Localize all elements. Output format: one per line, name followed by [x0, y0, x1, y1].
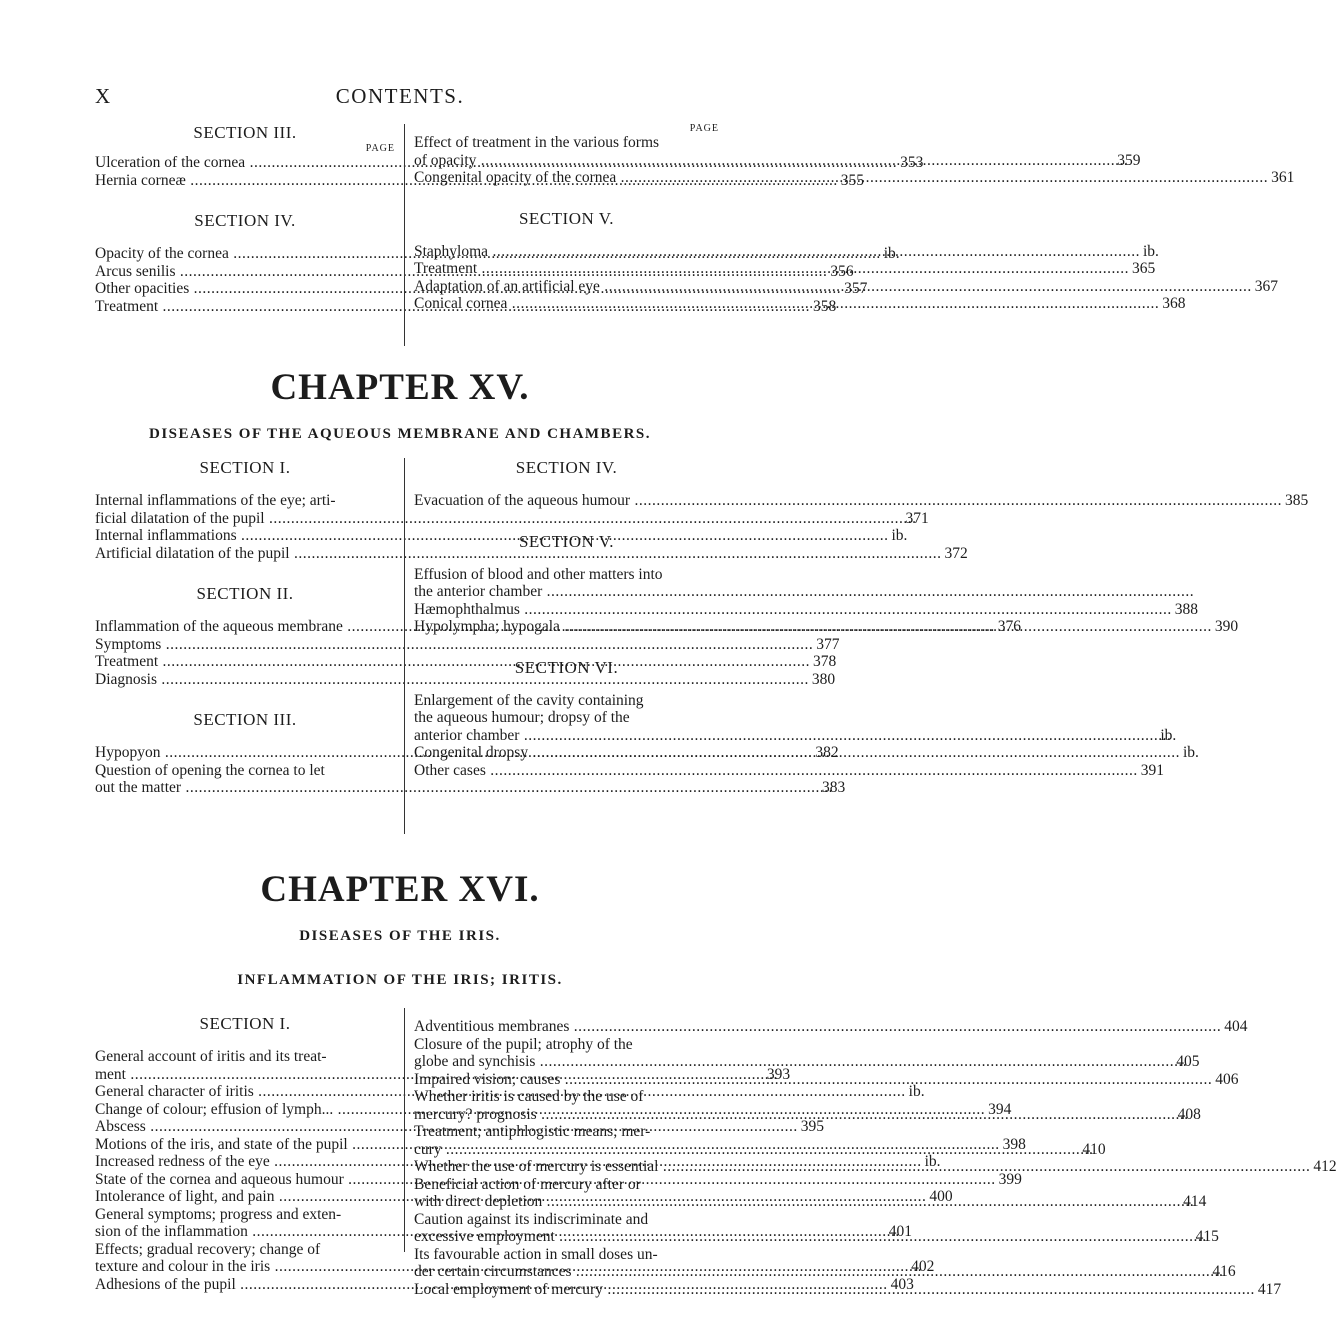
entry-text: with direct depletion .....: [428, 1193, 1194, 1211]
entry-text: Staphyloma .....: [414, 243, 1140, 261]
entry-page: 394: [988, 1100, 1012, 1118]
running-head: [0, 84, 800, 114]
entry-text: Inflammation of the aqueous membrane .....: [95, 618, 995, 636]
entry-page: 403: [890, 1275, 914, 1293]
toc-entry: [95, 544, 968, 563]
toc-entry-line: [95, 761, 395, 780]
toc-entry: [95, 635, 840, 654]
entry-page: 378: [813, 653, 837, 670]
toc-entry-line: [414, 1088, 719, 1106]
entry-text: Hypopyon .....: [95, 744, 812, 762]
entry-text: Congenital opacity of the cornea .....: [414, 169, 1268, 187]
toc-entry-line: [414, 1053, 1200, 1071]
toc-entry-line: [95, 1240, 395, 1259]
entry-page: 356: [830, 262, 854, 280]
page-column-label: PAGE: [689, 123, 719, 134]
entry-page: 357: [844, 280, 868, 297]
toc-entry-line: [95, 1205, 395, 1224]
entry-text: cury .....: [428, 1141, 1093, 1159]
entry-page: 371: [905, 509, 929, 527]
toc-entry: [95, 670, 836, 689]
toc-entry-line: [414, 1123, 719, 1141]
entry-page: 400: [929, 1188, 953, 1205]
entry-page: 417: [1257, 1280, 1282, 1298]
entry-page: 398: [1002, 1135, 1026, 1153]
toc-entry-line: [414, 134, 719, 152]
entry-text: globe and synchisis .....: [428, 1053, 1187, 1071]
toc-entry-line: [414, 1210, 719, 1229]
entry-page: 401: [888, 1223, 912, 1240]
entry-text: Whether iritis is caused by the use of: [414, 1088, 644, 1105]
entry-text: Enlargement of the cavity containing: [414, 691, 644, 709]
entry-text: Other cases .....: [414, 762, 1138, 780]
entry-text: General symptoms; progress and exten-: [95, 1205, 342, 1223]
toc-entry: [414, 566, 719, 601]
toc-entry: [414, 492, 1309, 510]
entry-text: Adhesions of the pupil .....: [95, 1276, 888, 1294]
entry-page: 408: [1177, 1105, 1201, 1123]
chapter-16-subtitle: DISEASES OF THE IRIS.: [299, 928, 501, 944]
entry-page: 380: [811, 670, 836, 688]
entry-page: 402: [911, 1258, 935, 1275]
toc-entry: [414, 691, 1177, 745]
top-column-rule: [404, 124, 405, 346]
entry-page: 355: [840, 171, 864, 189]
entry-text: Effects; gradual recovery; change of: [95, 1240, 321, 1258]
entry-text: General character of iritis .....: [95, 1083, 906, 1101]
section-heading: SECTION II.: [196, 584, 294, 603]
entry-text: Treatment .....: [95, 653, 810, 671]
entry-text: Other opacities .....: [95, 280, 841, 298]
entry-text: Closure of the pupil; atrophy of the: [414, 1035, 633, 1053]
entry-page: 377: [816, 635, 840, 653]
entry-text: Treatment .....: [414, 260, 1129, 278]
entry-page: 383: [821, 779, 846, 796]
toc-entry: [414, 600, 1199, 619]
entry-page: 395: [800, 1118, 824, 1135]
entry-page: 404: [1224, 1018, 1248, 1035]
entry-page: 410: [1082, 1140, 1106, 1158]
entry-text: Impaired vision; causes .....: [414, 1071, 1212, 1089]
entry-page: 382: [815, 744, 839, 761]
entry-page: 376: [997, 618, 1022, 635]
toc-entry: [414, 242, 1159, 261]
entry-page: 388: [1174, 600, 1199, 618]
entry-text: Change of colour; effusion of lymph... .....: [95, 1101, 985, 1119]
toc-entry-line: [414, 1245, 719, 1264]
section-heading: SECTION I.: [199, 1014, 291, 1033]
entry-page: ib.: [1160, 726, 1177, 744]
toc-entry-line: [95, 779, 846, 797]
ch16-column-rule: [404, 1008, 405, 1252]
entry-text: Caution against its indiscriminate and: [414, 1210, 649, 1228]
entry-page: 365: [1132, 260, 1156, 277]
entry-page: 358: [813, 297, 837, 315]
entry-text: Its favourable action in small doses un-: [414, 1245, 658, 1263]
entry-text: the anterior chamber .....: [428, 583, 1194, 601]
chapter-15-subtitle: DISEASES OF THE AQUEOUS MEMBRANE AND CHAMBERS.: [149, 426, 651, 442]
entry-page: 372: [944, 544, 968, 562]
entry-text: Ulceration of the cornea .....: [95, 154, 897, 172]
entry-text: Internal inflammations .....: [95, 527, 889, 545]
chapter-16-subtitle-2: INFLAMMATION OF THE IRIS; IRITIS.: [237, 972, 563, 988]
entry-text: Adaptation of an artificial eye .....: [414, 278, 1252, 296]
entry-page: ib.: [924, 1153, 941, 1170]
toc-entry-line: [414, 565, 719, 584]
entry-page: 367: [1254, 277, 1279, 295]
entry-text: Hernia corneæ .....: [95, 172, 838, 190]
entry-page: 385: [1284, 492, 1309, 509]
entry-page: 414: [1183, 1193, 1207, 1210]
entry-text: Local employment of mercury .....: [414, 1281, 1255, 1299]
entry-text: Treatment; antiphlogistic means; mer-: [414, 1123, 651, 1140]
page-column-label: PAGE: [365, 143, 395, 154]
chapter-15-title: CHAPTER XV.: [270, 367, 530, 408]
toc-entry-line: [414, 691, 719, 710]
entry-text: Artificial dilatation of the pupil .....: [95, 545, 941, 563]
entry-text: Opacity of the cornea .....: [95, 245, 881, 263]
entry-text: Intolerance of light, and pain .....: [95, 1188, 926, 1206]
entry-text: Treatment .....: [95, 298, 810, 316]
entry-text: Hæmophthalmus .....: [414, 601, 1172, 619]
toc-entry-line: [414, 583, 719, 601]
toc-entry: [414, 1035, 1200, 1071]
entry-text: sion of the inflammation .....: [109, 1223, 900, 1241]
entry-text: excessive employment .....: [428, 1228, 1207, 1246]
entry-text: Symptoms .....: [95, 636, 813, 654]
entry-page: ib.: [1142, 242, 1159, 260]
entry-page: ib.: [891, 527, 908, 544]
section-heading: SECTION III.: [193, 123, 297, 142]
entry-page: 416: [1212, 1263, 1236, 1280]
toc-entry-line: [414, 1035, 719, 1054]
entry-text: ment .....: [109, 1066, 778, 1084]
entry-page: ib.: [1182, 744, 1199, 761]
entry-text: Beneficial action of mercury after or: [414, 1175, 641, 1193]
entry-text: Diagnosis .....: [95, 671, 809, 689]
toc-entry: [414, 1018, 1248, 1036]
section-heading: SECTION IV.: [194, 211, 296, 230]
entry-page: 405: [1176, 1053, 1200, 1070]
entry-text: Evacuation of the aqueous humour .....: [414, 492, 1282, 510]
toc-entry: [414, 761, 1164, 780]
entry-text: ficial dilatation of the pupil .....: [109, 510, 916, 528]
entry-text: texture and colour in the iris .....: [109, 1258, 922, 1276]
toc-entry-line: [95, 509, 929, 528]
entry-text: Effect of treatment in the various forms: [414, 134, 660, 151]
entry-text: of opacity .....: [428, 152, 1128, 170]
section-heading: SECTION III.: [193, 710, 297, 729]
entry-page: 390: [1214, 618, 1239, 635]
section-heading: SECTION V.: [518, 531, 615, 551]
entry-text: State of the cornea and aqueous humour .....: [95, 1171, 996, 1189]
toc-entry-line: [414, 709, 719, 727]
toc-section: [414, 458, 1309, 510]
entry-text: Internal inflammations of the eye; arti-: [95, 492, 336, 509]
entry-page: 415: [1195, 1228, 1219, 1245]
entry-text: Abscess .....: [95, 1118, 798, 1136]
ch15-column-rule: [404, 458, 405, 834]
toc-entry-line: [95, 1048, 395, 1066]
entry-page: 361: [1271, 169, 1295, 186]
page-number: X: [95, 84, 112, 108]
running-title: CONTENTS.: [335, 84, 465, 108]
entry-text: Increased redness of the eye .....: [95, 1153, 922, 1171]
entry-page: 391: [1140, 761, 1164, 779]
entry-page: 368: [1162, 295, 1186, 312]
entry-text: Motions of the iris, and state of the pupil .....: [95, 1136, 1000, 1154]
entry-text: out the matter .....: [109, 779, 833, 797]
section-heading: SECTION V.: [518, 208, 615, 228]
entry-text: mercury? prognosis .....: [428, 1106, 1189, 1124]
entry-page: ib.: [883, 245, 900, 262]
toc-entry-line: [414, 1175, 719, 1194]
section-heading: SECTION IV.: [515, 458, 618, 477]
entry-text: Adventitious membranes .....: [414, 1018, 1221, 1036]
entry-page: 406: [1215, 1070, 1239, 1088]
section-heading: SECTION VI.: [514, 657, 619, 677]
entry-text: the aqueous humour; dropsy of the: [414, 709, 630, 726]
entry-text: Hypolympha; hypogala .....: [414, 618, 1212, 636]
entry-page: 399: [998, 1170, 1022, 1188]
entry-text: Congenital dropsy .....: [414, 744, 1180, 762]
chapter-16-title: CHAPTER XVI.: [260, 869, 540, 910]
toc-entry-line: [95, 492, 395, 510]
entry-text: Conical cornea .....: [414, 295, 1159, 313]
toc-entry-line: [414, 726, 1177, 745]
entry-page: 393: [766, 1065, 791, 1083]
entry-text: Question of opening the cornea to let: [95, 761, 325, 779]
entry-page: ib.: [908, 1083, 925, 1100]
entry-page: 353: [900, 154, 924, 171]
entry-text: Arcus senilis .....: [95, 263, 827, 281]
entry-text: der certain circumstances .....: [428, 1263, 1223, 1281]
entry-page: 412: [1313, 1158, 1337, 1175]
entry-text: anterior chamber .....: [428, 727, 1171, 745]
entry-text: Whether the use of mercury is essential .....: [414, 1158, 1310, 1176]
entry-text: General account of iritis and its treat-: [95, 1048, 327, 1065]
entry-page: 359: [1117, 151, 1141, 169]
section-heading: SECTION I.: [199, 458, 291, 477]
entry-text: Effusion of blood and other matters into: [414, 565, 663, 583]
